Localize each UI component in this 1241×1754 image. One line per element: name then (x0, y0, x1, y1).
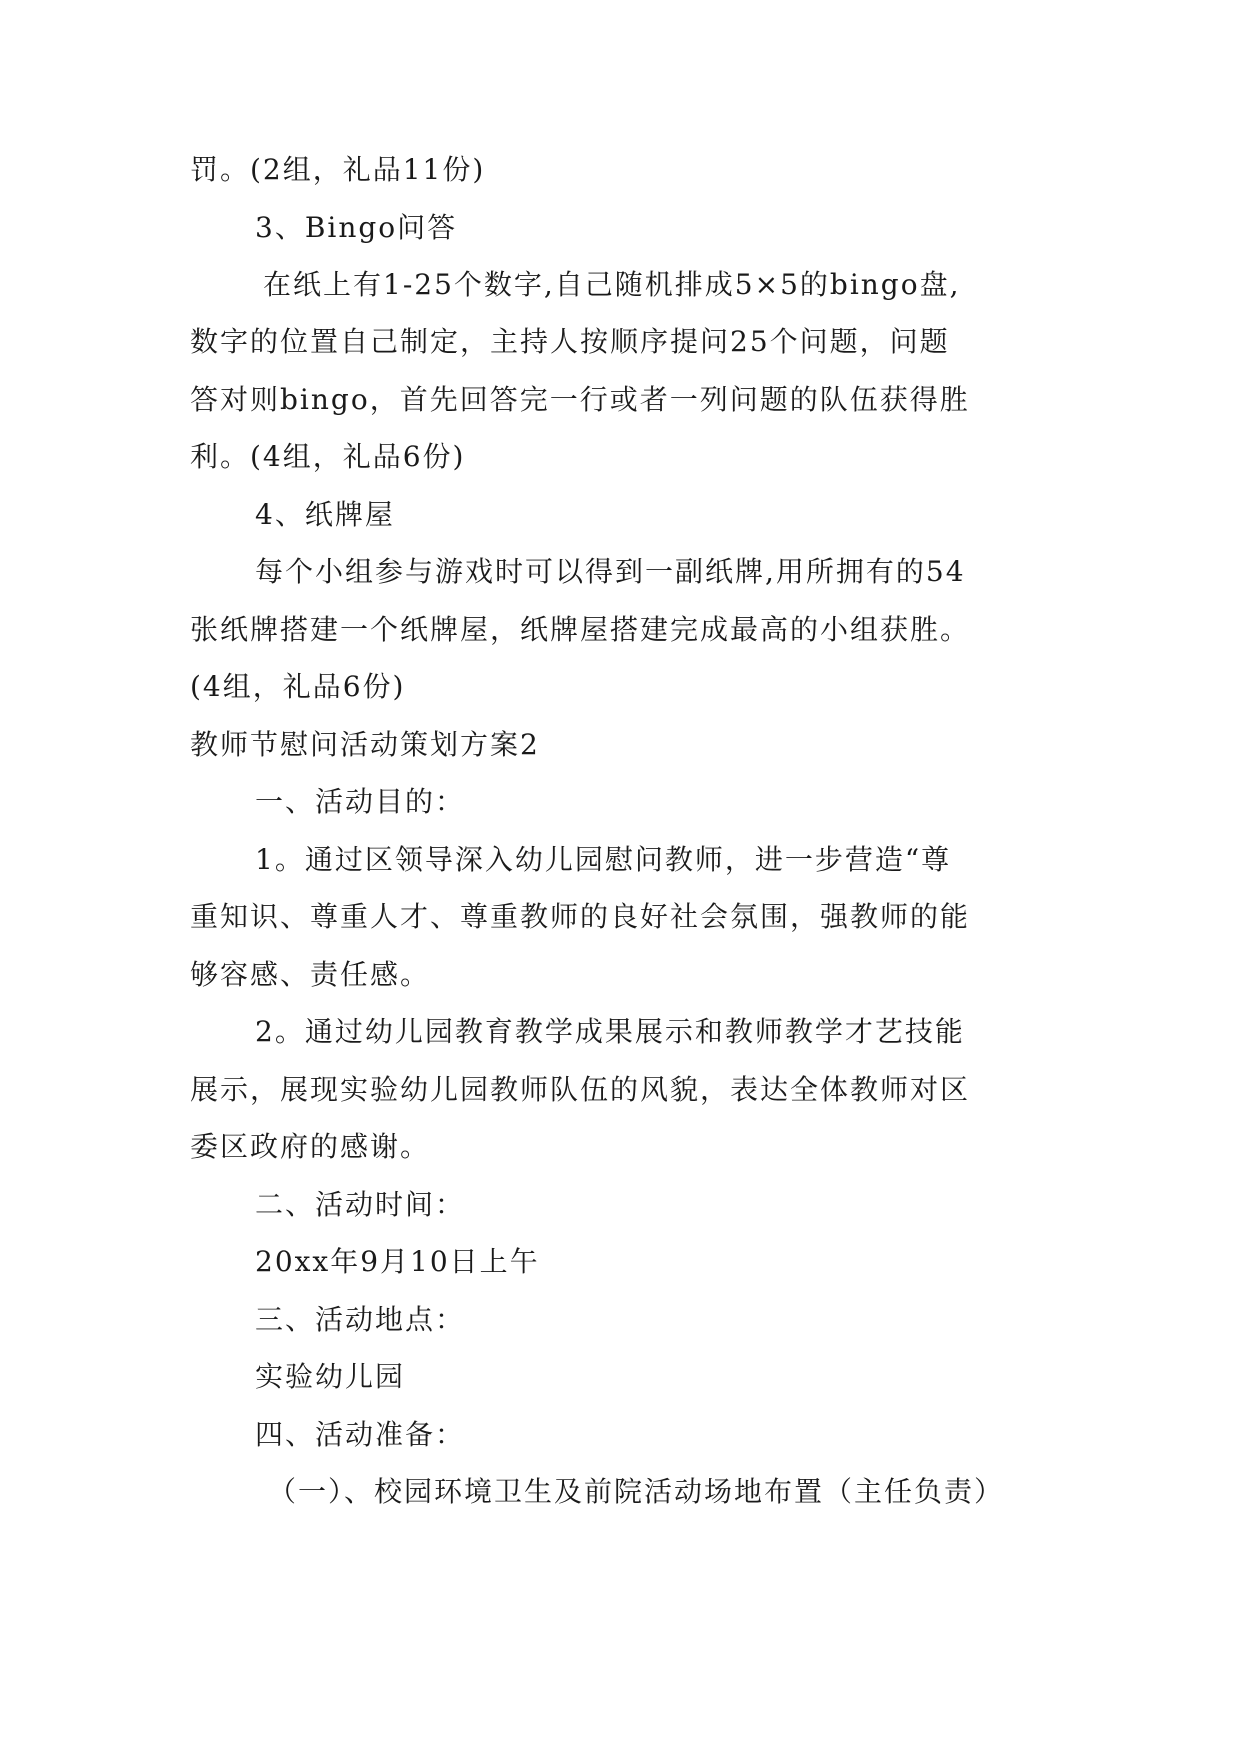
text-line: 数字的位置自己制定，主持人按顺序提问25个问题，问题 (190, 325, 950, 358)
text-line: 够容感、责任感。 (190, 958, 431, 991)
text-line: 20xx年9月10日上午 (255, 1245, 540, 1278)
text-line: 委区政府的感谢。 (190, 1130, 431, 1163)
section-heading: 3、Bingo问答 (255, 211, 458, 244)
text-line: (4组，礼品6份) (190, 670, 406, 703)
section-heading: 四、活动准备： (255, 1418, 466, 1451)
text-line: 张纸牌搭建一个纸牌屋，纸牌屋搭建完成最高的小组获胜。 (190, 613, 971, 646)
text-line: 重知识、尊重人才、尊重教师的良好社会氛围，强教师的能 (190, 900, 971, 933)
text-line: 罚。(2组，礼品11份) (190, 153, 486, 186)
text-line: 每个小组参与游戏时可以得到一副纸牌,用所拥有的54 (255, 555, 966, 588)
text-line: 利。(4组，礼品6份) (190, 440, 466, 473)
section-heading: 三、活动地点： (255, 1303, 466, 1336)
document-title: 教师节慰问活动策划方案2 (190, 728, 540, 761)
text-line: 在纸上有1-25个数字,自己随机排成5×5的bingo盘, (263, 268, 961, 301)
section-heading: 一、活动目的： (255, 785, 466, 818)
section-heading: 二、活动时间： (255, 1188, 466, 1221)
text-line: 答对则bingo，首先回答完一行或者一列问题的队伍获得胜 (190, 383, 970, 416)
text-line: 1。通过区领导深入幼儿园慰问教师，进一步营造“尊 (255, 843, 952, 876)
section-heading: 4、纸牌屋 (255, 498, 395, 531)
text-line: 实验幼儿园 (255, 1360, 406, 1393)
subsection-heading: （一）、校园环境卫生及前院活动场地布置（主任负责） (268, 1475, 1005, 1508)
text-line: 2。通过幼儿园教育教学成果展示和教师教学才艺技能 (255, 1015, 965, 1048)
text-line: 展示，展现实验幼儿园教师队伍的风貌，表达全体教师对区 (190, 1073, 971, 1106)
